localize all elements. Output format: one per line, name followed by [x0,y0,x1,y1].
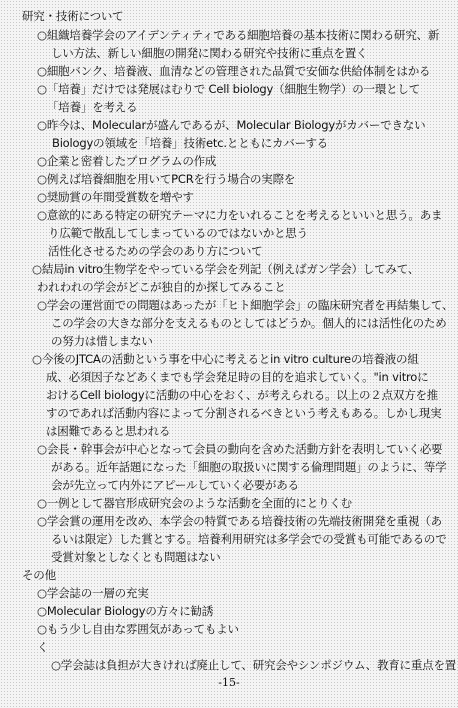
section-heading-other: その他 [22,568,56,582]
item-line: ○組織培養学会のアイデンティティである細胞培養の基本技術に関わる研究、新 [37,28,440,42]
item-line: 成、必須因子などあくまでも学会発足時の目的を追求していく。"in vitroに [46,370,429,384]
item-line: ○会長・幹事会が中心となって会員の動向を含めた活動方針を表明していく必要 [37,442,443,456]
item-line: るいは限定）した賞とする。培養利用研究は多学会での受賞も可能であるので [51,532,447,546]
item-line: 「培養」を考える [47,100,138,114]
item-line: ○企業と密着したプログラムの作成 [37,154,217,168]
item-line: ○今後のJTCAの活動という事を中心に考えるとin vitro cultureの培養液の組 [32,352,419,366]
item-line: 会が先立って内外にアピールしていく必要がある [51,478,299,492]
item-line: おけるCell biologyに活動の中心をおく、が考えられる。以上の２点双方を推 [46,388,439,402]
item-line: われわれの学会がどこが独自的か探してみること [37,280,286,294]
item-line: ○学会誌は負担が大きければ廃止して、研究会やシンポジウム、教育に重点を置 [51,658,457,672]
item-line: ○結局in vitro生物学をやっている学会を列記（例えばガン学会）してみて、 [32,262,420,276]
item-line: ○意欲的にある特定の研究テーマに力をいれることを考えるといいと思う。あま [37,208,443,222]
item-line: ○奨励賞の年間受賞数を増やす [37,190,194,204]
item-line: ○学会の運営面での問題はあったが「ヒト細胞学会」の臨床研究者を再結集して、 [37,298,454,312]
item-line: り広範で散乱してしまっているのではないかと思う [48,226,308,240]
section-heading-activation: 活性化させるための学会のあり方について [48,244,263,258]
item-line: すのであれば活動内容によって分割されるべきという考えもある。しかし現実 [46,406,442,420]
page-number: -15- [218,676,240,689]
item-line: Biologyの領域を「培養」技術etc.とともにカバーする [52,136,328,150]
item-line: ○昨今は、Molecularが盛んであるが、Molecular Biologyがカバーできない [37,118,426,132]
item-line: この学会の大きな部分を支えるものとしてはどうか。個人的には活性化のため [51,316,447,330]
item-line: ○Molecular Biologyの方々に勧誘 [37,604,214,618]
item-line: ○細胞バンク、培養液、血清などの管理された品質で安価な供給体制をはかる [37,64,431,78]
item-line: しい方法、新しい細胞の開発に関わる研究や技術に重点を置く [51,46,368,60]
item-line: ○もう少し自由な雰囲気があってもよい [37,622,239,636]
item-line: ○一例として器官形成研究会のような活動を全面的にとりくむ [37,496,352,510]
item-line: ○学会賞の運用を改め、本学会の特質である培養技術の先端技術開発を重視（あ [37,514,442,528]
section-heading-research: 研究・技術について [22,9,124,23]
item-line: がある。近年話題になった「細胞の取扱いに関する倫理問題」のように、等学 [51,460,447,474]
item-line: ○例えば培養細胞を用いてPCRを行う場合の実際を [37,172,296,186]
item-line: く [37,640,49,654]
item-line: ○学会誌の一層の充実 [37,586,149,600]
item-line: の努力は惜しまない [51,334,153,348]
item-line: は困難であると思われる [46,424,171,438]
item-line: ○「培養」だけでは発展はむりで Cell biology（細胞生物学）の一環として [37,82,421,96]
item-line: 受賞対象としなくとも問題はない [51,550,221,564]
